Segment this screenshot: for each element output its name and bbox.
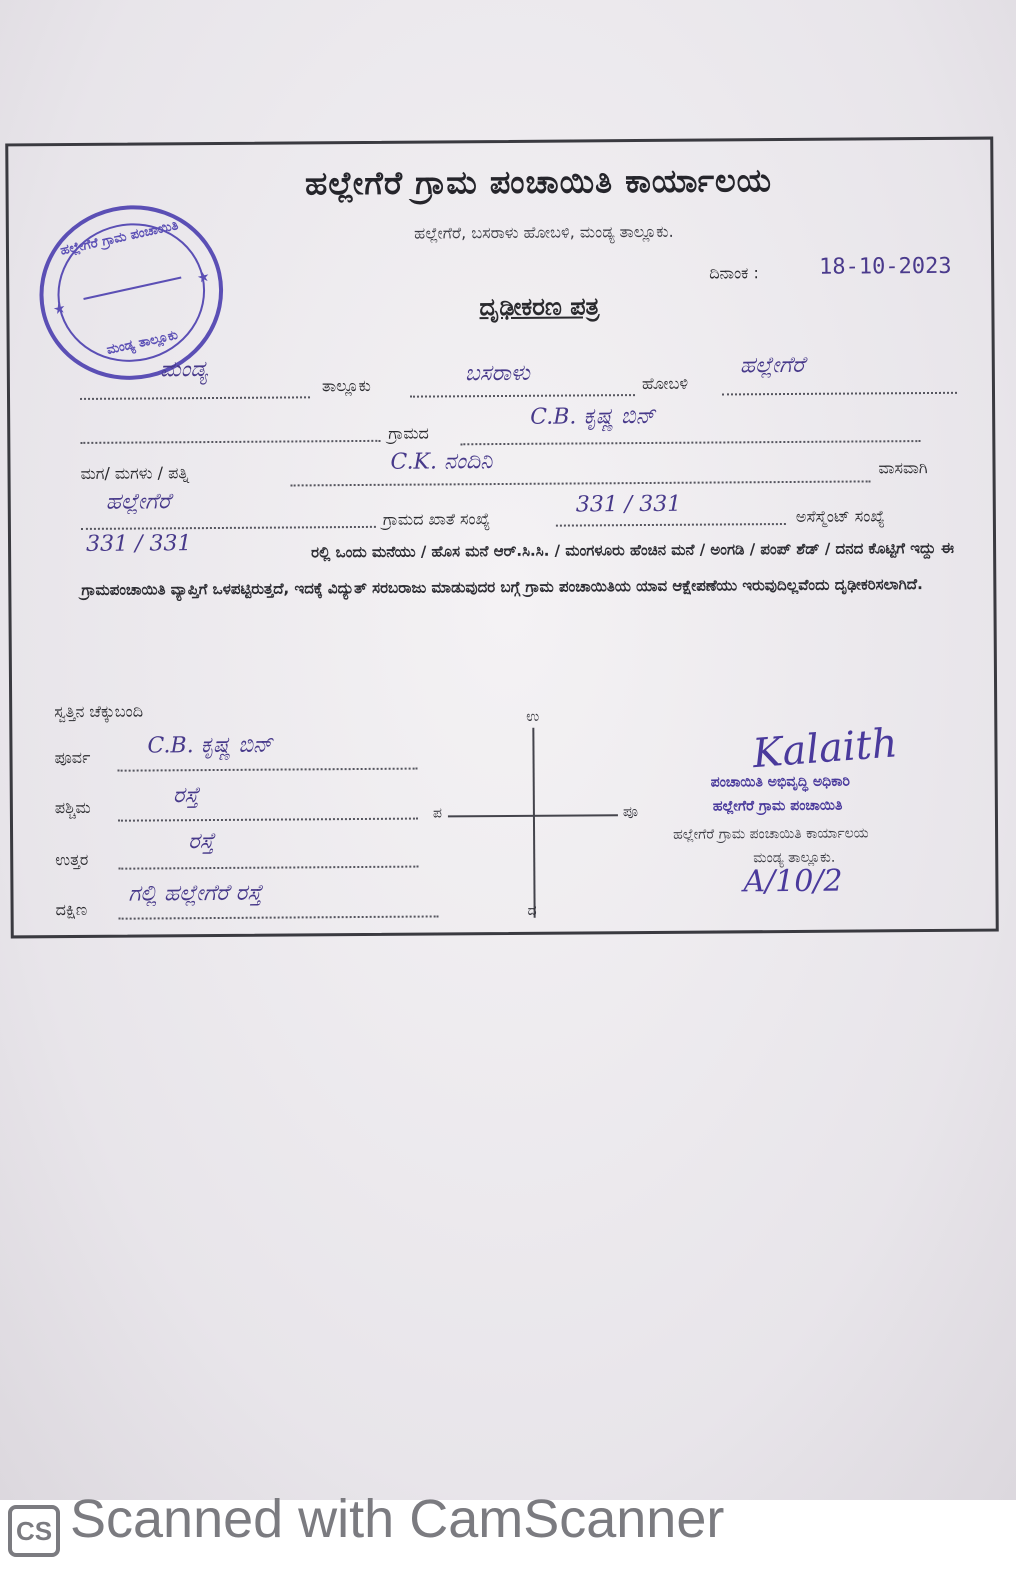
house-no-value: 331 / 331 [575, 491, 682, 518]
district-line [80, 396, 310, 400]
hobli-label: ಹೋಬಳಿ [641, 373, 689, 394]
south-line [119, 915, 439, 919]
west-line [118, 818, 418, 822]
officer-initial: A/10/2 [743, 863, 843, 900]
officer-title: ಪಂಚಾಯಿತಿ ಅಭಿವೃದ್ಧಿ ಅಧಿಕಾರಿ [710, 773, 850, 791]
house-no-line [556, 523, 786, 527]
star-icon: ★ [195, 268, 212, 287]
north-line [118, 866, 418, 870]
east-label: ಪೂರ್ವ [54, 747, 91, 768]
date-row [709, 250, 984, 286]
resident-label: ವಾಸವಾಗಿ [878, 458, 928, 478]
date-value: 18-10-2023 [819, 253, 952, 280]
compass-south: ದ [527, 902, 537, 919]
hobli-line [722, 392, 957, 396]
person-value: C.K. ನಂದಿನಿ [390, 449, 493, 475]
hobli-value: ಹಲ್ಲೇಗೆರೆ [739, 352, 805, 379]
village-label: ಗ್ರಾಮದ [388, 423, 429, 443]
place-value: ಹಲ್ಲೇಗೆರೆ [105, 489, 171, 515]
compass-east: ಪೂ [622, 804, 639, 821]
person-line [291, 480, 871, 486]
taluk-line [410, 394, 635, 398]
taluk-label: ತಾಲ್ಲೂಕು [321, 375, 371, 396]
seal-bottom-text: ಮಂಡ್ಯ ತಾಲ್ಲೂಕು [105, 327, 180, 358]
south-value: ಗಲ್ಲಿ ಹಲ್ಲೇಗೆರೆ ರಸ್ತೆ [128, 880, 262, 907]
west-label: ಪಶ್ಚಿಮ [54, 797, 91, 818]
compass-vertical-line [532, 728, 535, 918]
taluk-value: ಬಸರಾಳು [464, 360, 530, 387]
house-no-label: ಗ್ರಾಮದ ಖಾತೆ ಸಂಖ್ಯೆ [382, 509, 491, 529]
place-line [81, 526, 376, 530]
blank-line [80, 440, 380, 444]
certificate-text: ರಲ್ಲಿ ಒಂದು ಮನೆಯು / ಹೊಸ ಮನೆ ಆರ್.ಸಿ.ಸಿ. / ಮಂಗಳೂರು ಹೆಂಚಿನ ಮನೆ / ಅಂಗಡಿ / ಪಂಪ್ ಶೆಡ್ / ದನದ ಕೊಟ್ಟಿಗೆ ಇದ್ದು ಈ ಗ್ರಾಮಪಂಚಾಯಿತಿ ವ್ಯಾಪ್ತಿಗೆ ಒಳಪಟ್ಟಿರುತ್ತದೆ, ಇದಕ್ಕೆ ವಿದ್ಯುತ್ ಸರಬರಾಜು ಮಾಡುವುದರ ಬಗ್ಗೆ ಗ್ರಾಮ ಪಂಚಾಯಿತಿಯ ಯಾವ ಆಕ್ಷೇಪಣೆಯು ಇರುವುದಿಲ್ಲವೆಂದು ದೃಢೀಕರಿಸಲಾಗಿದೆ. [81, 538, 955, 599]
south-label: ದಕ್ಷಿಣ [55, 899, 88, 920]
seal-top-text: ಹಲ್ಲೇಗೆರೆ ಗ್ರಾಮ ಪಂಚಾಯಿತಿ [59, 218, 180, 259]
office-address: ಹಲ್ಲೇಗೆರೆ, ಬಸರಾಳು ಹೋಬಳಿ, ಮಂಡ್ಯ ತಾಲ್ಲೂಕು. [414, 221, 674, 243]
assessment-value: 331 / 331 [85, 531, 192, 557]
officer-signature: Kalaith [750, 720, 900, 778]
village-line [460, 440, 920, 445]
north-value: ರಸ್ತೆ [188, 829, 215, 855]
star-icon: ★ [51, 300, 68, 319]
boundaries-heading: ಸ್ವತ್ತಿನ ಚೆಕ್ಕುಬಂದಿ [54, 701, 144, 722]
east-line [118, 768, 418, 772]
north-label: ಉತ್ತರ [55, 849, 89, 870]
office-taluk: ಮಂಡ್ಯ ತಾಲ್ಲೂಕು. [753, 849, 836, 867]
village-value: C.B. ಕೃಷ್ಣ ಬಿನ್ [530, 403, 656, 430]
camscanner-logo-icon: CS [8, 1505, 60, 1557]
compass-west: ಪ [432, 805, 442, 822]
certificate-title: ದೃಢೀಕರಣ ಪತ್ರ [479, 292, 600, 322]
office-title: ಹಲ್ಲೇಗೆರೆ ಗ್ರಾಮ ಪಂಚಾಯಿತಿ ಕಾರ್ಯಾಲಯ [304, 161, 773, 203]
certificate-form [5, 137, 999, 939]
district-value: ಮಂಡ್ಯ [159, 357, 208, 383]
office-name: ಹಲ್ಲೇಗೆರೆ ಗ್ರಾಮ ಪಂಚಾಯಿತಿ ಕಾರ್ಯಾಲಯ [673, 825, 869, 843]
west-value: ರಸ್ತೆ [172, 783, 199, 809]
signatory-block [673, 720, 983, 927]
officer-panchayat: ಹಲ್ಲೇಗೆರೆ ಗ್ರಾಮ ಪಂಚಾಯಿತಿ [712, 797, 843, 815]
relation-label: ಮಗ/ ಮಗಳು / ಪತ್ನಿ [80, 463, 190, 483]
compass-north: ಉ [526, 708, 540, 725]
assessment-label: ಅಸೆಸ್ಮೆಂಟ್ ಸಂಖ್ಯೆ [795, 506, 885, 526]
east-value: C.B. ಕೃಷ್ಣ ಬಿನ್ [147, 732, 273, 759]
date-label: ದಿನಾಂಕ : [709, 263, 759, 283]
camscanner-watermark: Scanned with CamScanner [70, 1489, 725, 1549]
